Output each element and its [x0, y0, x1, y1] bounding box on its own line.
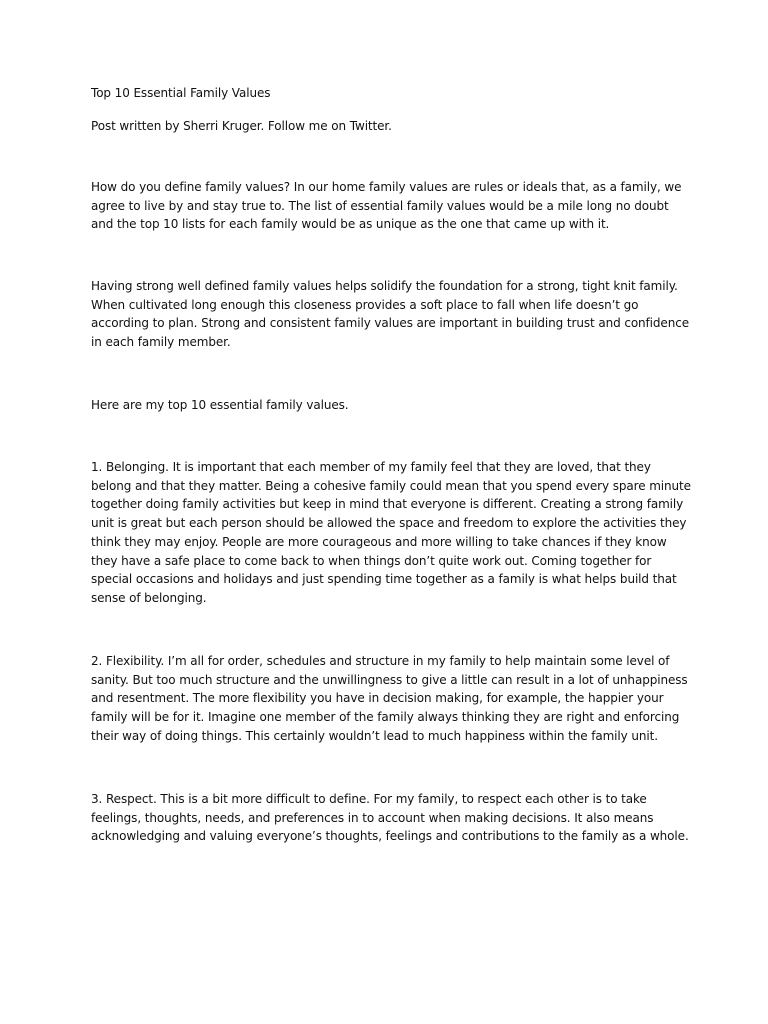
- value-belonging-paragraph: 1. Belonging. It is important that each member of my family feel that they are loved, that they belong and that they matter. Being a cohesive family could mean that you spend every spare minute together doing family activities but keep in mind that everyone is different. Creating a strong family unit is great but each person should be allowed the space and freedom to explore the activities they think they may enjoy. People are more courageous and more willing to take chances if they know they have a safe place to come back to when things don’t quite work out. Coming together for special occasions and holidays and just spending time together as a family is what helps build that sense of belonging.: [91, 460, 691, 605]
- list-intro-paragraph: Here are my top 10 essential family values.: [91, 398, 349, 412]
- document-title: Top 10 Essential Family Values: [91, 86, 271, 100]
- values-importance-paragraph: Having strong well defined family values helps solidify the foundation for a strong, tight knit family. When cultivated long enough this closeness provides a soft place to fall when life doesn’t go according to plan. Strong and consistent family values are important in building trust and confidence in each family member.: [91, 279, 690, 350]
- value-flexibility-paragraph: 2. Flexibility. I’m all for order, schedules and structure in my family to help maintain some level of sanity. But too much structure and the unwillingness to give a little can result in a lot of unhappiness and resentment. The more flexibility you have in decision making, for example, the happier your family will be for it. Imagine one member of the family always thinking they are right and enforcing their way of doing things. This certainly wouldn’t lead to much happiness within the family unit.: [91, 654, 688, 743]
- byline: Post written by Sherri Kruger. Follow me on Twitter.: [91, 119, 392, 133]
- intro-paragraph: How do you define family values? In our home family values are rules or ideals that, as a family, we agree to live by and stay true to. The list of essential family values would be a mile long no doubt and the top 10 lists for each family would be as unique as the one that came up with it.: [91, 180, 682, 232]
- value-respect-paragraph: 3. Respect. This is a bit more difficult to define. For my family, to respect each other is to take feelings, thoughts, needs, and preferences in to account when making decisions. It also means acknowledging and valuing everyone’s thoughts, feelings and contributions to the family as a whole.: [91, 792, 689, 844]
